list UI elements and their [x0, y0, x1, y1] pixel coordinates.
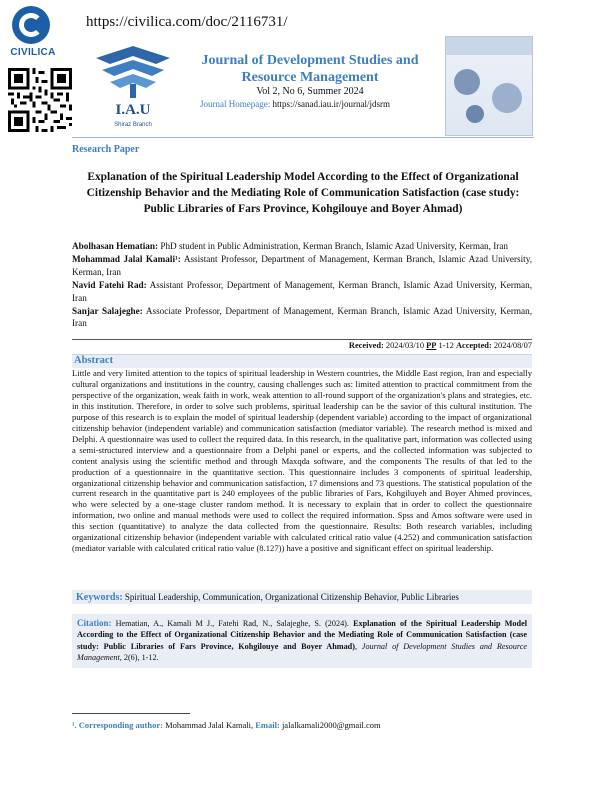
- cover-graphic: [466, 105, 484, 123]
- keywords-label: Keywords:: [76, 592, 123, 603]
- dates-divider: [72, 339, 532, 340]
- author-affiliation: Associate Professor, Department of Management, Kerman Branch, Islamic Azad University, Kerman, Iran: [72, 306, 532, 329]
- journal-volume: Vol 2, No 6, Summer 2024: [256, 86, 364, 97]
- abstract-heading: Abstract: [74, 355, 114, 366]
- cover-band: [446, 37, 532, 55]
- author-affiliation: PhD student in Public Administration, Kerman Branch, Islamic Azad University, Kerman, Iran: [158, 241, 509, 251]
- author-entry: [72, 279, 532, 304]
- author-affiliation: Assistant Professor, Department of Management, Kerman Branch, Islamic Azad University, Kerman, Iran: [72, 280, 532, 303]
- cover-graphic: [454, 69, 480, 95]
- corresponding-label: ¹. Corresponding author:: [72, 720, 163, 730]
- civilica-brand: CIVILICA: [10, 47, 56, 58]
- author-name: Sanjar Salajeghe:: [72, 306, 143, 317]
- homepage-link[interactable]: https://sanad.iau.ir/journal/jdsrm: [272, 99, 390, 109]
- document-url[interactable]: https://civilica.com/doc/2116731/: [86, 14, 288, 30]
- paper-title: Explanation of the Spiritual Leadership Model According to the Effect of Organizational Citizenship Behavior and the Mediating Role of Communication Satisfaction (case study: Public Libraries of Fars Province, Kohgilouye and Boyer Ahmad): [86, 171, 520, 215]
- keywords-text: Spiritual Leadership, Communication, Organizational Citizenship Behavior, Public Libraries: [122, 592, 459, 602]
- author-entry: [72, 240, 532, 252]
- received-label: Received:: [348, 341, 384, 350]
- page-range: 1-12: [436, 341, 456, 350]
- author-name: Mohammad Jalal Kamali¹:: [72, 254, 181, 265]
- citation-box: [72, 614, 532, 668]
- civilica-logo[interactable]: [6, 6, 56, 66]
- corresponding-name: Mohammad Jalal Kamali,: [162, 720, 256, 730]
- logo-subtext: Shiraz Branch: [114, 122, 152, 128]
- accepted-date: 2024/08/07: [491, 341, 532, 350]
- journal-cover-image: [445, 36, 533, 136]
- author-name: Navid Fatehi Rad:: [72, 280, 147, 291]
- journal-homepage: [200, 99, 390, 109]
- abstract-heading-bar: [72, 354, 532, 368]
- accepted-label: Accepted:: [455, 341, 492, 350]
- citation-label: Citation:: [77, 618, 112, 628]
- footnote-divider: [72, 713, 190, 714]
- cover-graphic: [492, 83, 522, 113]
- header-divider: [72, 137, 534, 138]
- citation-journal: , Journal of Development Studies and Resource Management,: [77, 641, 527, 663]
- email-label: Email:: [255, 720, 280, 730]
- author-entry: [72, 253, 532, 278]
- email-address[interactable]: jalalkamali2000@gmail.com: [279, 720, 381, 730]
- pages-label: PP: [426, 341, 437, 350]
- citation-issue: 2(6), 1-12.: [121, 653, 159, 663]
- author-entry: [72, 305, 532, 330]
- paper-type: Research Paper: [72, 144, 140, 155]
- received-date: 2024/03/10: [383, 341, 427, 350]
- citation-authors: Hematian, A., Kamali M J., Fatehi Rad, N., Salajeghe, S. (2024).: [111, 619, 354, 628]
- author-name: Abolhasan Hematian:: [72, 241, 159, 251]
- homepage-label: Journal Homepage:: [200, 99, 271, 109]
- university-logo: [78, 40, 188, 132]
- journal-title: Journal of Development Studies and Resource Management: [201, 53, 419, 85]
- qr-code-icon[interactable]: [8, 68, 72, 132]
- keywords-bar: [72, 590, 532, 604]
- civilica-c-ring: [19, 13, 43, 37]
- citation-title: Explanation of the Spiritual Leadership Model According to the Effect of Organizational Citizenship Behavior and the Mediating Role of Communication Satisfaction (case study: Public Libraries of Fars Province, Kohgilouye and Boyer Ahmad): [77, 619, 527, 651]
- author-affiliation: Assistant Professor, Department of Management, Kerman Branch, Islamic Azad University, Kerman, Iran: [72, 254, 532, 277]
- logo-text: I.A.U: [115, 102, 151, 118]
- abstract-text: Little and very limited attention to the topics of spiritual leadership in Western countries, the Middle East region, Iran and especially cultural organizations and institutions in the country, causing challenges such as: limited attention to practical commitment from the perspective of the organization, weak faith in work, weak attention to all-round support of the organization's plans and strategies, etc. in this institution. Therefore, in order to solve such problems, spiritual leadership can be the savior of this cultural institution. The purpose of this research is to explain the model of spiritual leadership (dependent variable) according to the impact of organizational citizenship behavior (independent variable) and communication satisfaction (mediator variable). The research method is mixed and Delphi. A questionnaire was used to collect the required data. In this research, in the qualitative part, information was collected using a semi-structured interview and a questionnaire from a Delphi panel or experts, and the collected information was subjected to content analysis using the scientific method and through Maxqda software, and the components The results of that led to the production of a questionnaire in the quantitative section. This questionnaire includes 3 components of spiritual leadership, organizational citizenship behavior and communication satisfaction, 17 dimensions and 73 questions. The statistical population of the current research in the quantitative part is 240 employees of the public libraries of Fars, Kohgiluyeh and Boyer Ahmed provinces, who were selected by a one-stage cluster random method. It is necessary to explain that in order to collect the questionnaire information, two online and manual methods were used to collect the required information. Spss and Amos software were used in this section (quantitative) to analyze the data collected from the questionnaire. Results: Both research variables, including organizational citizenship behavior (independent variable with calculated critical ratio value (4.252) and communication satisfaction (mediator variable with calculated critical ratio value (8.127)) have a positive and significant effect on spiritual leadership.: [72, 368, 532, 554]
- author-list: [72, 240, 532, 331]
- footnote: [72, 720, 381, 730]
- publication-dates: [300, 341, 532, 350]
